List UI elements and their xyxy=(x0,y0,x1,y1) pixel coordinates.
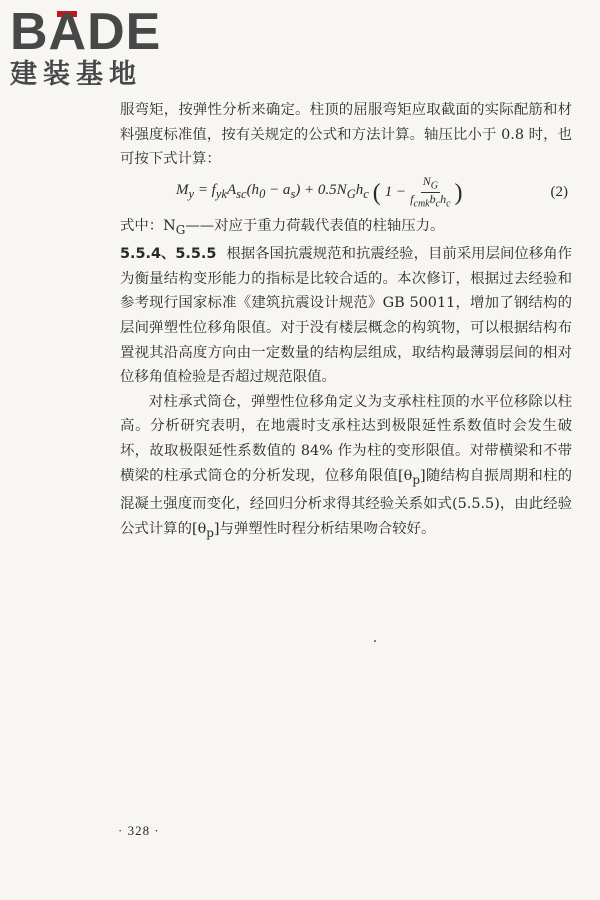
section-text: 根据各国抗震规范和抗震经验，目前采用层间位移角作为衡量结构变形能力的指标是比较合适的。本次修订，根据过去经验和参考现行国家标准《建筑抗震设计规范》GB 50011，增加了钢结构的层间弹塑性位移角限值。对于没有楼层概念的构筑物，可以根据结构布置视其沿高度方向由一定数量的结构层组成，取结构最薄弱层间的相对位移角值检验是否超过规范限值。 xyxy=(120,246,572,386)
formula-fraction xyxy=(410,175,450,211)
formula-denominator: $f_{cmk}b_ch_c$ xyxy=(410,192,451,210)
paragraph-continuation: 服弯矩，按弹性分析来确定。柱顶的屈服弯矩应取截面的实际配筋和材料强度标准值，按有关规定的公式和方法计算。轴压比小于 0.8 时，也可按下式计算： xyxy=(120,102,572,168)
paragraph-silo: 对柱承式筒仓，弹塑性位移角定义为支承柱柱顶的水平位移除以柱高。分析研究表明，在地震时支承柱达到极限延性系数值时会发生破坏，故取极限延性系数值的 84% 作为柱的变形限值。对带横梁和不带横梁的柱承式筒仓的分析发现，位移角限值$[\theta_p]$随结构自振周期和柱的混凝土强度而变化，经回归分析求得其经验关系如式(5.5.5)，由此经验公式计算的$[\theta_p]$与弹塑性时程分析结果吻合较好。 xyxy=(120,393,572,540)
logo xyxy=(10,3,162,90)
scan-dot xyxy=(374,640,376,642)
logo-subtitle: 建装基地 xyxy=(10,59,142,90)
formula-note: 式中：$N_G——$对应于重力荷载代表值的柱轴压力。 xyxy=(120,217,445,237)
section-paragraph xyxy=(120,242,572,390)
formula xyxy=(120,172,572,214)
logo-word: BADE xyxy=(10,3,162,61)
formula-numerator: $N_G$ xyxy=(422,173,438,192)
document-body xyxy=(120,98,572,545)
formula-left: $M_y = f_{yk}A_{sc}(h_0 - a_s) + 0.5N_Gh_c$ xyxy=(176,182,369,202)
section-number: 5.5.4、5.5.5 xyxy=(120,246,217,263)
page-number: · 328 · xyxy=(118,823,160,838)
formula-number: (2) xyxy=(550,184,568,201)
formula-expression: $M_y = f_{yk}A_{sc}(h_0 - a_s) + 0.5N_Gh_c$ ( 1 − $\frac{N_G}{f_{cmk}b_ch_c}$ ) xyxy=(176,173,463,210)
